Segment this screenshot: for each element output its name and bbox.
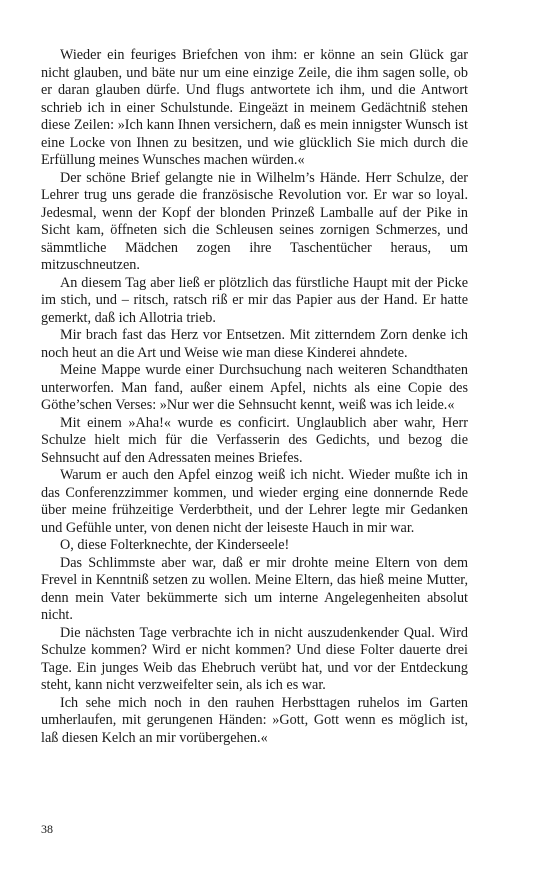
paragraph: Das Schlimmste aber war, daß er mir drohte meine Eltern von dem Frevel in Kenntniß setzen zu wollen. Meine Eltern, das hieß meine Mutter, denn mein Vater bekümmerte sich um interne Angelegenheiten absolut nicht. — [41, 554, 468, 623]
paragraph: O, diese Folterknechte, der Kinderseele! — [60, 537, 290, 553]
paragraph: Die nächsten Tage verbrachte ich in nicht auszudenkender Qual. Wird Schulze kommen? Wird er nicht kommen? Und diese Folter dauerte drei Tage. Ein junges Weib das Ehebruch verübt hat, und vor der Entdeckung steht, kann nicht verzweifelter sein, als ich es war. — [41, 624, 468, 693]
paragraph: Warum er auch den Apfel einzog weiß ich nicht. Wieder mußte ich in das Conferenzzimmer kommen, und wieder erging eine donnernde Rede über meine frühzeitige Verderbtheit, und der Lehrer legte mir Gedanken und Gefühle unter, von denen nicht der leiseste Hauch in mir war. — [41, 467, 468, 536]
paragraph: Mit einem »Aha!« wurde es conficirt. Unglaublich aber wahr, Herr Schulze hielt mich für die Verfasserin des Gedichts, und bezog die Sehnsucht auf den Adressaten meines Briefes. — [41, 414, 468, 466]
paragraph: An diesem Tag aber ließ er plötzlich das fürstliche Haupt mit der Picke im stich, und – ritsch, ratsch riß er mir das Papier aus der Hand. Er hatte gemerkt, daß ich Allotria trieb. — [41, 274, 468, 326]
body-text — [41, 47, 468, 747]
paragraph: Ich sehe mich noch in den rauhen Herbsttagen ruhelos im Garten umherlaufen, mit gerungenen Händen: »Gott, Gott wenn es möglich ist, laß diesen Kelch an mir vorübergehen.« — [41, 694, 468, 746]
paragraph: Meine Mappe wurde einer Durchsuchung nach weiteren Schandthaten unterworfen. Man fand, außer einem Apfel, nichts als eine Copie des Göthe’schen Verses: »Nur wer die Sehnsucht kennt, weiß was ich leide.« — [41, 362, 468, 413]
paragraph: Der schöne Brief gelangte nie in Wilhelm’s Hände. Herr Schulze, der Lehrer trug uns gerade die französische Revolution vor. Er war so loyal. Jedesmal, wenn der Kopf der blonden Prinzeß Lamballe auf der Pike in Sicht kam, öffneten sich die Schleusen seines zornigen Schmerzes, und sämmtliche Mädchen zogen ihre Taschentücher heraus, um mitzuschneutzen. — [41, 169, 468, 273]
paragraph: Mir brach fast das Herz vor Entsetzen. Mit zitterndem Zorn denke ich noch heut an die Art und Weise wie man diese Kinderei ahndete. — [41, 327, 468, 361]
page-number: 38 — [41, 822, 53, 836]
paragraph: Wieder ein feuriges Briefchen von ihm: er könne an sein Glück gar nicht glauben, und bäte nur um eine einzige Zeile, die ihm sagen solle, ob er daran glauben dürfe. Und flugs antwortete ich ihm, und die Antwort schrieb ich in einer Schulstunde. Eingeäzt in meinem Gedächtniß stehen diese Zeilen: »Ich kann Ihnen versichern, daß es mein innigster Wunsch ist eine Locke von Ihnen zu besitzen, und wie glücklich Sie mich durch die Erfüllung meines Wunsches machen würden.« — [41, 47, 468, 168]
